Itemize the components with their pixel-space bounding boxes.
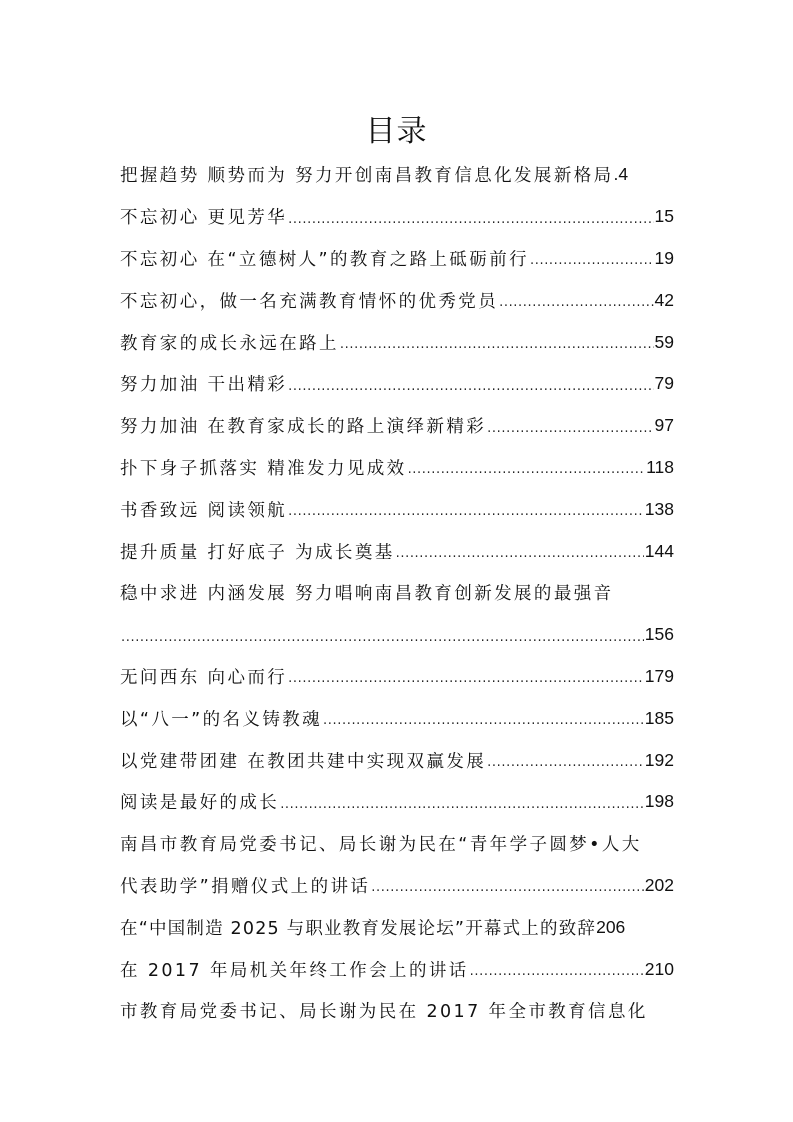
toc-leader-dots — [371, 875, 644, 895]
toc-entry[interactable] — [120, 656, 674, 698]
toc-entry-title: 教育家的成长永远在路上 — [120, 333, 339, 354]
toc-entry-title: 以党建带团建 在教团共建中实现双赢发展 — [120, 751, 487, 772]
toc-entry[interactable] — [120, 321, 674, 363]
toc-entry-page: .4 — [613, 164, 629, 185]
toc-entry[interactable] — [120, 488, 674, 530]
toc-entry[interactable] — [120, 906, 674, 948]
toc-entry-title: 稳中求进 内涵发展 努力唱响南昌教育创新发展的最强音 — [120, 584, 614, 605]
toc-entry-page: 202 — [644, 874, 674, 895]
toc-entry[interactable] — [120, 781, 674, 823]
toc-entry-title: 不忘初心 在“立德树人”的教育之路上砥砺前行 — [120, 249, 529, 270]
toc-entry-continuation[interactable] — [120, 865, 674, 907]
toc-leader-dots — [408, 457, 646, 477]
toc-leader-dots — [470, 959, 644, 979]
toc-entry[interactable] — [120, 990, 674, 1032]
toc-entry-title: 不忘初心，做一名充满教育情怀的优秀党员 — [120, 291, 499, 312]
toc-entry[interactable] — [120, 572, 674, 614]
toc-leader-dots — [280, 792, 644, 812]
toc-entry-title: 努力加油 干出精彩 — [120, 375, 288, 396]
toc-entry[interactable] — [120, 447, 674, 489]
toc-leader-dots — [323, 708, 644, 728]
toc-entry-title: 把握趋势 顺势而为 努力开创南昌教育信息化发展新格局 — [120, 166, 614, 187]
toc-entry[interactable] — [120, 154, 674, 196]
toc-entry-title: 阅读是最好的成长 — [120, 793, 280, 814]
toc-entry-page: 15 — [654, 206, 674, 227]
toc-entry-page: 144 — [644, 540, 674, 561]
toc-entry-title: 市教育局党委书记、局长谢为民在 2017 年全市教育信息化 — [120, 1002, 648, 1023]
toc-entry-title: 书香致远 阅读领航 — [120, 500, 288, 521]
toc-leader-dots — [340, 332, 654, 352]
toc-leader-dots — [288, 666, 644, 686]
toc-entry-page: 79 — [654, 373, 674, 394]
toc-entry-page: 192 — [644, 749, 674, 770]
toc-entry[interactable] — [120, 739, 674, 781]
toc-entry-continuation[interactable] — [120, 614, 674, 656]
toc-entry[interactable] — [120, 238, 674, 280]
toc-entry[interactable] — [120, 530, 674, 572]
toc-entry-page: 19 — [654, 247, 674, 268]
toc-entry-page: 118 — [646, 456, 674, 477]
toc-entry-page: 179 — [644, 665, 674, 686]
toc-leader-dots — [487, 750, 644, 770]
toc-entry-title: 提升质量 打好底子 为成长奠基 — [120, 542, 395, 563]
toc-entry-title: 不忘初心 更见芳华 — [120, 208, 288, 229]
toc-leader-dots — [121, 625, 644, 645]
toc-entry-page: 42 — [654, 289, 674, 310]
toc-entry[interactable] — [120, 823, 674, 865]
toc-entry[interactable] — [120, 697, 674, 739]
toc-leader-dots — [288, 499, 644, 519]
toc-entry[interactable] — [120, 363, 674, 405]
toc-entry-page: 185 — [644, 707, 674, 728]
toc-entry[interactable] — [120, 196, 674, 238]
toc-leader-dots — [288, 207, 653, 227]
page-title: 目录 — [365, 114, 428, 149]
toc-entry-page: 138 — [644, 498, 674, 519]
toc-leader-dots — [396, 541, 644, 561]
toc-entry-title: 无问西东 向心而行 — [120, 667, 288, 688]
toc-entry-page: 156 — [644, 624, 674, 645]
toc-entry-title: 在 2017 年局机关年终工作会上的讲话 — [120, 960, 469, 981]
toc-entry-title: 以“八一”的名义铸教魂 — [120, 709, 323, 730]
toc-entry-title: 扑下身子抓落实 精准发力见成效 — [120, 458, 407, 479]
toc-entry-title: 南昌市教育局党委书记、局长谢为民在“青年学子圆梦•人大 — [120, 835, 642, 856]
toc-entry-page: 206 — [596, 916, 626, 937]
toc-entry[interactable] — [120, 279, 674, 321]
toc-leader-dots — [499, 290, 653, 310]
toc-entry-title: 努力加油 在教育家成长的路上演绎新精彩 — [120, 417, 487, 438]
toc-entry[interactable] — [120, 948, 674, 990]
toc-entry-page: 59 — [654, 331, 674, 352]
toc-entry-title: 在“中国制造 2025 与职业教育发展论坛”开幕式上的致辞 — [120, 918, 597, 939]
toc-leader-dots — [530, 248, 654, 268]
toc-entry-page: 198 — [644, 791, 674, 812]
toc-entry[interactable] — [120, 405, 674, 447]
toc-entry-title: 代表助学”捐赠仪式上的讲话 — [120, 876, 371, 897]
toc-leader-dots — [288, 374, 653, 394]
toc-entry-page: 210 — [644, 958, 674, 979]
toc-entry-page: 97 — [654, 415, 674, 436]
table-of-contents — [120, 154, 674, 1032]
toc-leader-dots — [487, 416, 653, 436]
